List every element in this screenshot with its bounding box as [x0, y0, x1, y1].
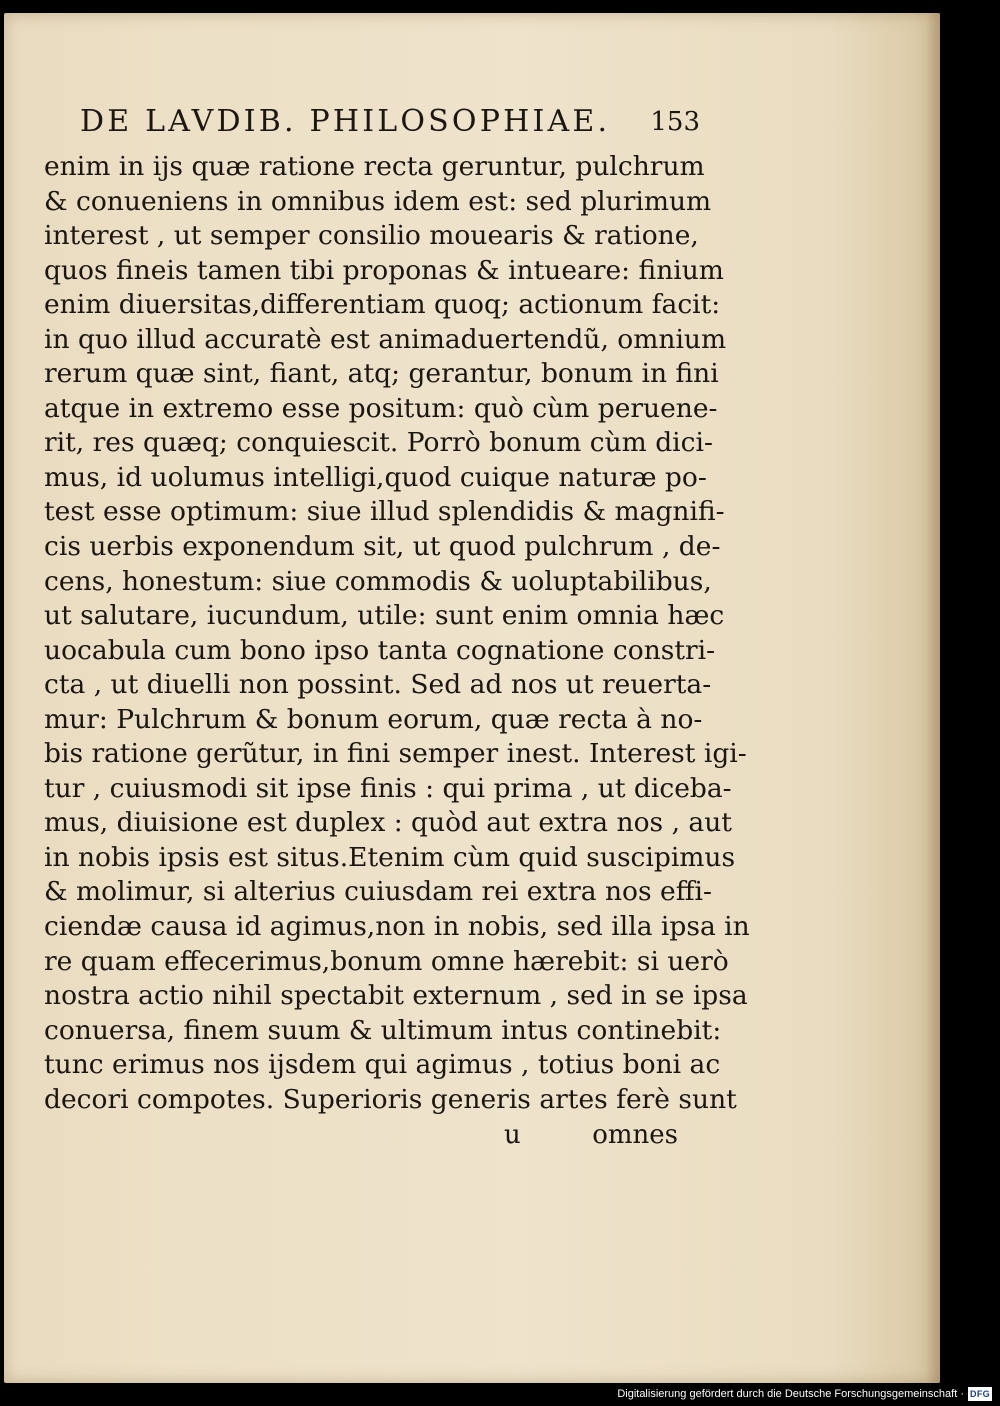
text-line: enim diuersitas,differentiam quoq; actionum facit:	[44, 289, 721, 321]
text-line: enim in ijs quæ ratione recta geruntur, pulchrum	[44, 151, 705, 182]
text-line: quos fineis tamen tibi proponas & intueare: finium	[44, 254, 724, 286]
signature-catchword-line	[44, 1118, 684, 1152]
text-line: decori compotes. Superioris generis artes ferè sunt	[44, 1083, 737, 1115]
page-header	[80, 102, 700, 142]
text-line: & conueniens in omnibus idem est: sed plurimum	[44, 185, 712, 217]
text-line: cis uerbis exponendum sit, ut quod pulchrum , de-	[44, 531, 721, 563]
text-line: mus, diuisione est duplex : quòd aut extra nos , aut	[44, 807, 732, 839]
text-line: nostra actio nihil spectabit externum , sed in se ipsa	[44, 980, 748, 1012]
signature-mark: u	[504, 1120, 521, 1150]
text-line: mur: Pulchrum & bonum eorum, quæ recta à no-	[44, 703, 703, 735]
text-line: cta , ut diuelli non possint. Sed ad nos ut reuerta-	[44, 669, 712, 701]
text-line: rit, res quæq; conquiescit. Porrò bonum cùm dici-	[44, 427, 713, 459]
text-line: mus, id uolumus intelligi,quod cuique naturæ po-	[44, 461, 707, 493]
text-line: rerum quæ sint, fiant, atq; gerantur, bonum in fini	[44, 358, 719, 390]
text-line: in nobis ipsis est situs.Etenim cùm quid suscipimus	[44, 841, 736, 873]
text-line: re quam effecerimus,bonum omne hærebit: si uerò	[44, 945, 729, 977]
text-line: tur , cuiusmodi sit ipse finis : qui prima , ut diceba-	[44, 772, 732, 804]
page-edge-shading	[926, 13, 940, 1383]
text-line: bis ratione gerũtur, in fini semper inest. Interest igi-	[44, 738, 747, 770]
text-line: & molimur, si alterius cuiusdam rei extra nos effi-	[44, 876, 712, 908]
text-line: uocabula cum bono ipso tanta cognatione constri-	[44, 634, 716, 666]
text-line: tunc erimus nos ijsdem qui agimus , totius boni ac	[44, 1049, 721, 1081]
text-line: test esse optimum: siue illud splendidis & magnifi-	[44, 496, 725, 528]
running-title: DE LAVDIB. PHILOSOPHIAE.	[80, 104, 611, 139]
text-line: conuersa, finem suum & ultimum intus continebit:	[44, 1014, 722, 1046]
text-line: in quo illud accuratè est animaduertendũ, omnium	[44, 323, 727, 355]
folio-number: 153	[650, 107, 700, 137]
funding-credit: Digitalisierung gefördert durch die Deutsche Forschungsgemeinschaft ·	[617, 1388, 964, 1400]
catchword: omnes	[592, 1120, 678, 1150]
text-line: cens, honestum: siue commodis & uoluptabilibus,	[44, 565, 712, 597]
text-line: atque in extremo esse positum: quò cùm peruene-	[44, 392, 718, 424]
dfg-logo: DFG	[968, 1387, 992, 1401]
body-text	[44, 150, 750, 1117]
text-line: ut salutare, iucundum, utile: sunt enim omnia hæc	[44, 600, 725, 632]
text-line: interest , ut semper consilio mouearis & ratione,	[44, 220, 699, 252]
text-line: ciendæ causa id agimus,non in nobis, sed illa ipsa in	[44, 911, 750, 943]
